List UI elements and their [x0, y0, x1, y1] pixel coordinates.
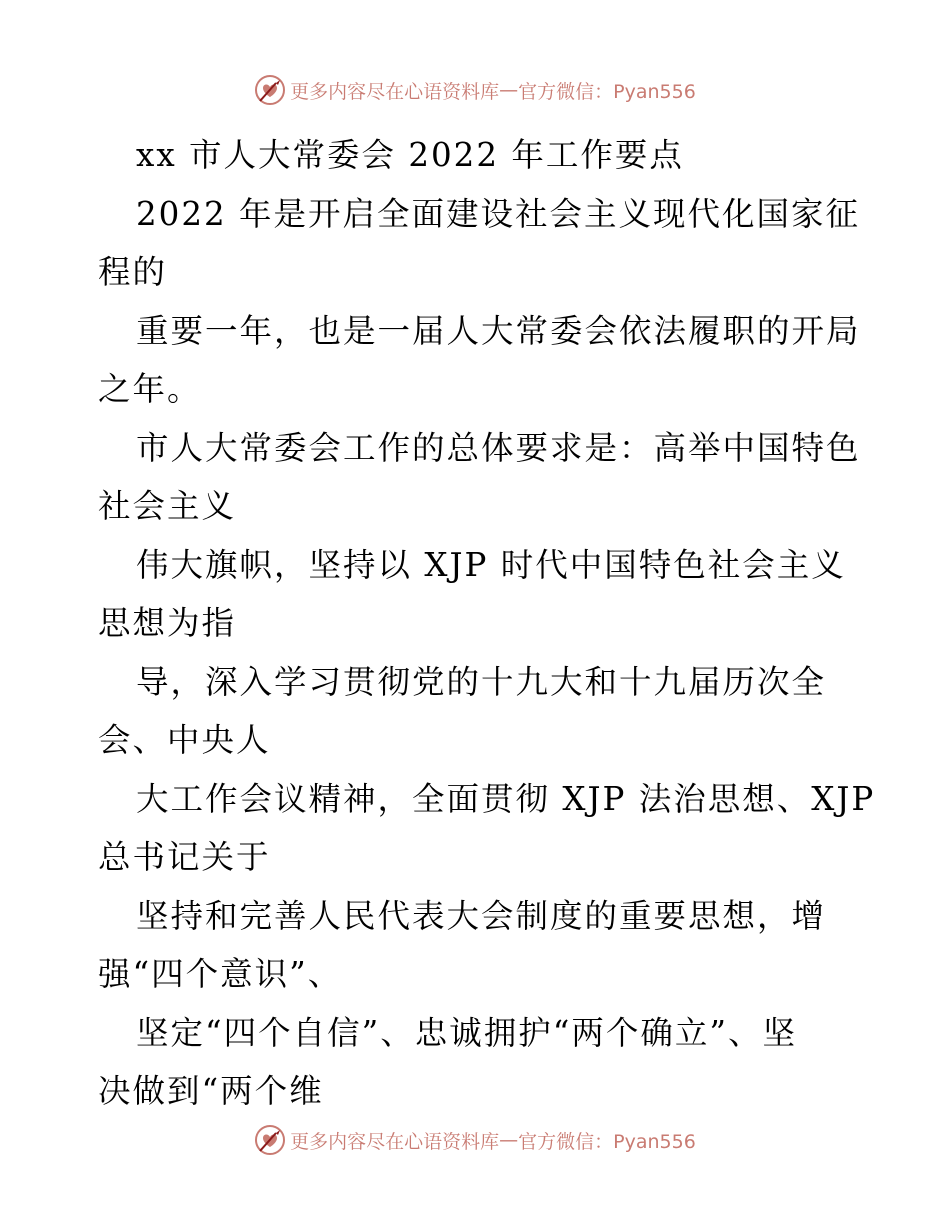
watermark-contact-text: 官方微信：Pyan556 [518, 1130, 696, 1153]
paragraph-line: 社会主义 [98, 487, 237, 525]
watermark-contact-text: 官方微信：Pyan556 [518, 80, 696, 103]
paragraph-line: 大工作会议精神，全面贯彻 XJP 法治思想、XJP [136, 779, 876, 818]
document-body [98, 126, 876, 1121]
paragraph-line: 思想为指 [98, 604, 237, 642]
paragraph-line: 强“四个意识”、 [98, 955, 343, 993]
watermark-dash: — [499, 1129, 519, 1151]
heart-feather-logo-icon [254, 1124, 286, 1156]
watermark-site-text: 更多内容尽在心语资料库 [290, 80, 500, 103]
paragraph-line: 导，深入学习贯彻党的十九大和十九届历次全 [136, 662, 827, 701]
paragraph-line: 坚定“四个自信”、忠诚拥护“两个确立”、坚 [136, 1013, 797, 1052]
paragraph-line: 市人大常委会工作的总体要求是：高举中国特色 [136, 428, 861, 467]
paragraph-line: 重要一年，也是一届人大常委会依法履职的开局 [136, 311, 861, 350]
paragraph-line: 2022 年是开启全面建设社会主义现代化国家征 [136, 194, 861, 233]
heart-feather-logo-icon [254, 74, 286, 106]
paragraph-line: 会、中央人 [98, 721, 271, 759]
paragraph-line: 程的 [98, 253, 168, 291]
paragraph-line: 之年。 [98, 370, 202, 408]
paragraph-line: 伟大旗帜，坚持以 XJP 时代中国特色社会主义 [136, 545, 846, 584]
watermark-dash: — [499, 79, 519, 101]
paragraph-line: 总书记关于 [98, 838, 271, 876]
header-watermark [0, 70, 950, 110]
paragraph-line: 坚持和完善人民代表大会制度的重要思想，增 [136, 896, 827, 935]
footer-watermark [0, 1120, 950, 1160]
watermark-site-text: 更多内容尽在心语资料库 [290, 1130, 500, 1153]
document-title: xx 市人大常委会 2022 年工作要点 [136, 136, 684, 174]
paragraph-line: 决做到“两个维 [98, 1072, 324, 1110]
